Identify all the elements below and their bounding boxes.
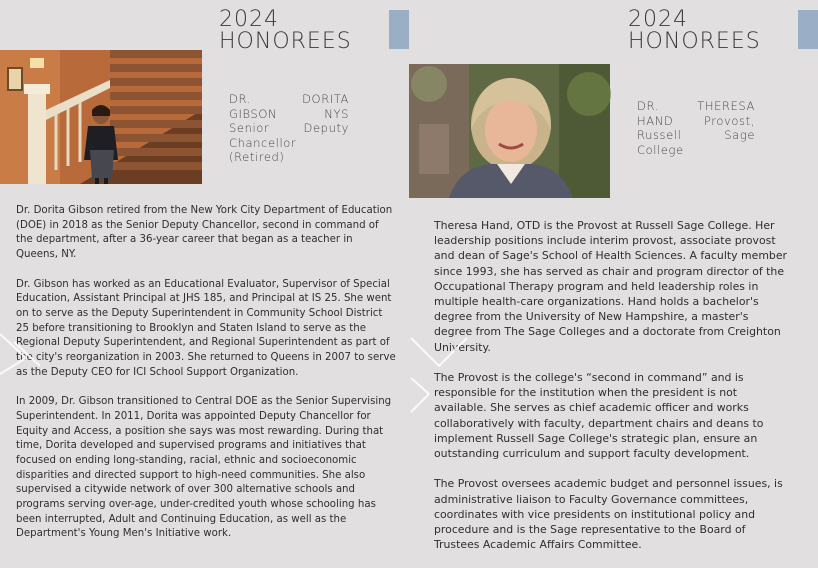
bio-paragraph: Dr. Dorita Gibson retired from the New York City Department of Education (DOE) in 2018 as the Senior Deputy Chancellor, second in command of the department, after a 36-year career that began as a teacher in Queens, NY. <box>16 205 393 261</box>
bio-paragraph: Theresa Hand, OTD is the Provost at Russell Sage College. Her leadership positions include interim provost, associate provost and dean of Sage's School of Health Sciences. A faculty member since 1993, she has served as chair and program director of the Occupational Therapy program and held leadership roles in multiple health-care organizations. Hand holds a bachelor's degree from the University of New Hampshire, a master's degree from The Sage Colleges and a doctorate from Creighton University. <box>434 219 788 354</box>
honorees-heading <box>219 9 352 53</box>
chevron-decoration-icon <box>409 334 471 416</box>
accent-bar <box>389 10 409 49</box>
theresa-hand-photo <box>409 64 610 198</box>
honoree-name-title: DR. THERESA HAND Provost, Russell Sage College <box>637 99 755 157</box>
honorees-heading <box>628 9 761 53</box>
portrait-illustration <box>409 64 610 198</box>
heading-title: HONOREES <box>628 29 761 54</box>
accent-bar <box>798 10 818 49</box>
left-honoree-panel <box>0 0 409 540</box>
honoree-bio <box>434 218 790 568</box>
honoree-bio <box>16 204 396 557</box>
bio-paragraph: The Provost is the college's “second in command” and is responsible for the institution when the president is not available. She serves as chief academic officer and works collaboratively with faculty, department chairs and deans to implement Russell Sage College's strategic plan, ensure an outstanding curriculum and support faculty development. <box>434 371 764 461</box>
chevron-decoration-icon <box>0 328 50 376</box>
heading-year: 2024 <box>628 7 688 32</box>
bio-paragraph: In 2009, Dr. Gibson transitioned to Central DOE as the Senior Supervising Superintendent. In 2011, Dorita was appointed Deputy Chancellor for Equity and Access, a position she says was most rewarding. During that time, Dorita developed and supervised programs and initiatives that focused on ending long-standing, racial, ethnic and socioeconomic disparities and directed support to high-need communities. She also supervised a citywide network of over 300 alternative schools and programs serving over-age, under-credited youth whose schooling has been interrupted, Adult and Continuing Education, as well as the Department's Young Men's Initiative work. <box>16 396 392 540</box>
right-honoree-panel <box>409 0 818 552</box>
heading-year: 2024 <box>219 7 279 32</box>
dorita-gibson-photo <box>0 50 202 184</box>
heading-title: HONOREES <box>219 29 352 54</box>
portrait-illustration <box>0 50 202 184</box>
bio-paragraph: Dr. Gibson has worked as an Educational Evaluator, Supervisor of Special Education, Assistant Principal at JHS 185, and Principal at IS 25. She went on to serve as the Deputy Superintendent in Community School District 25 before transitioning to Brooklyn and Staten Island to serve as the Regional Deputy Superintendent, and Regional Superintendent as part of the city's reorganization in 2003. She returned to Queens in 2007 to serve as the Deputy CEO for ICI School Support Organization. <box>16 278 396 378</box>
bio-paragraph: The Provost oversees academic budget and personnel issues, is administrative liaison to Faculty Governance committees, coordinates with vice presidents on institutional policy and procedure and is the Sage representative to the Board of Trustees Academic Affairs Committee. <box>434 477 783 552</box>
honoree-name-title: DR. DORITA GIBSON NYS Senior Deputy Chancellor (Retired) <box>229 92 349 164</box>
